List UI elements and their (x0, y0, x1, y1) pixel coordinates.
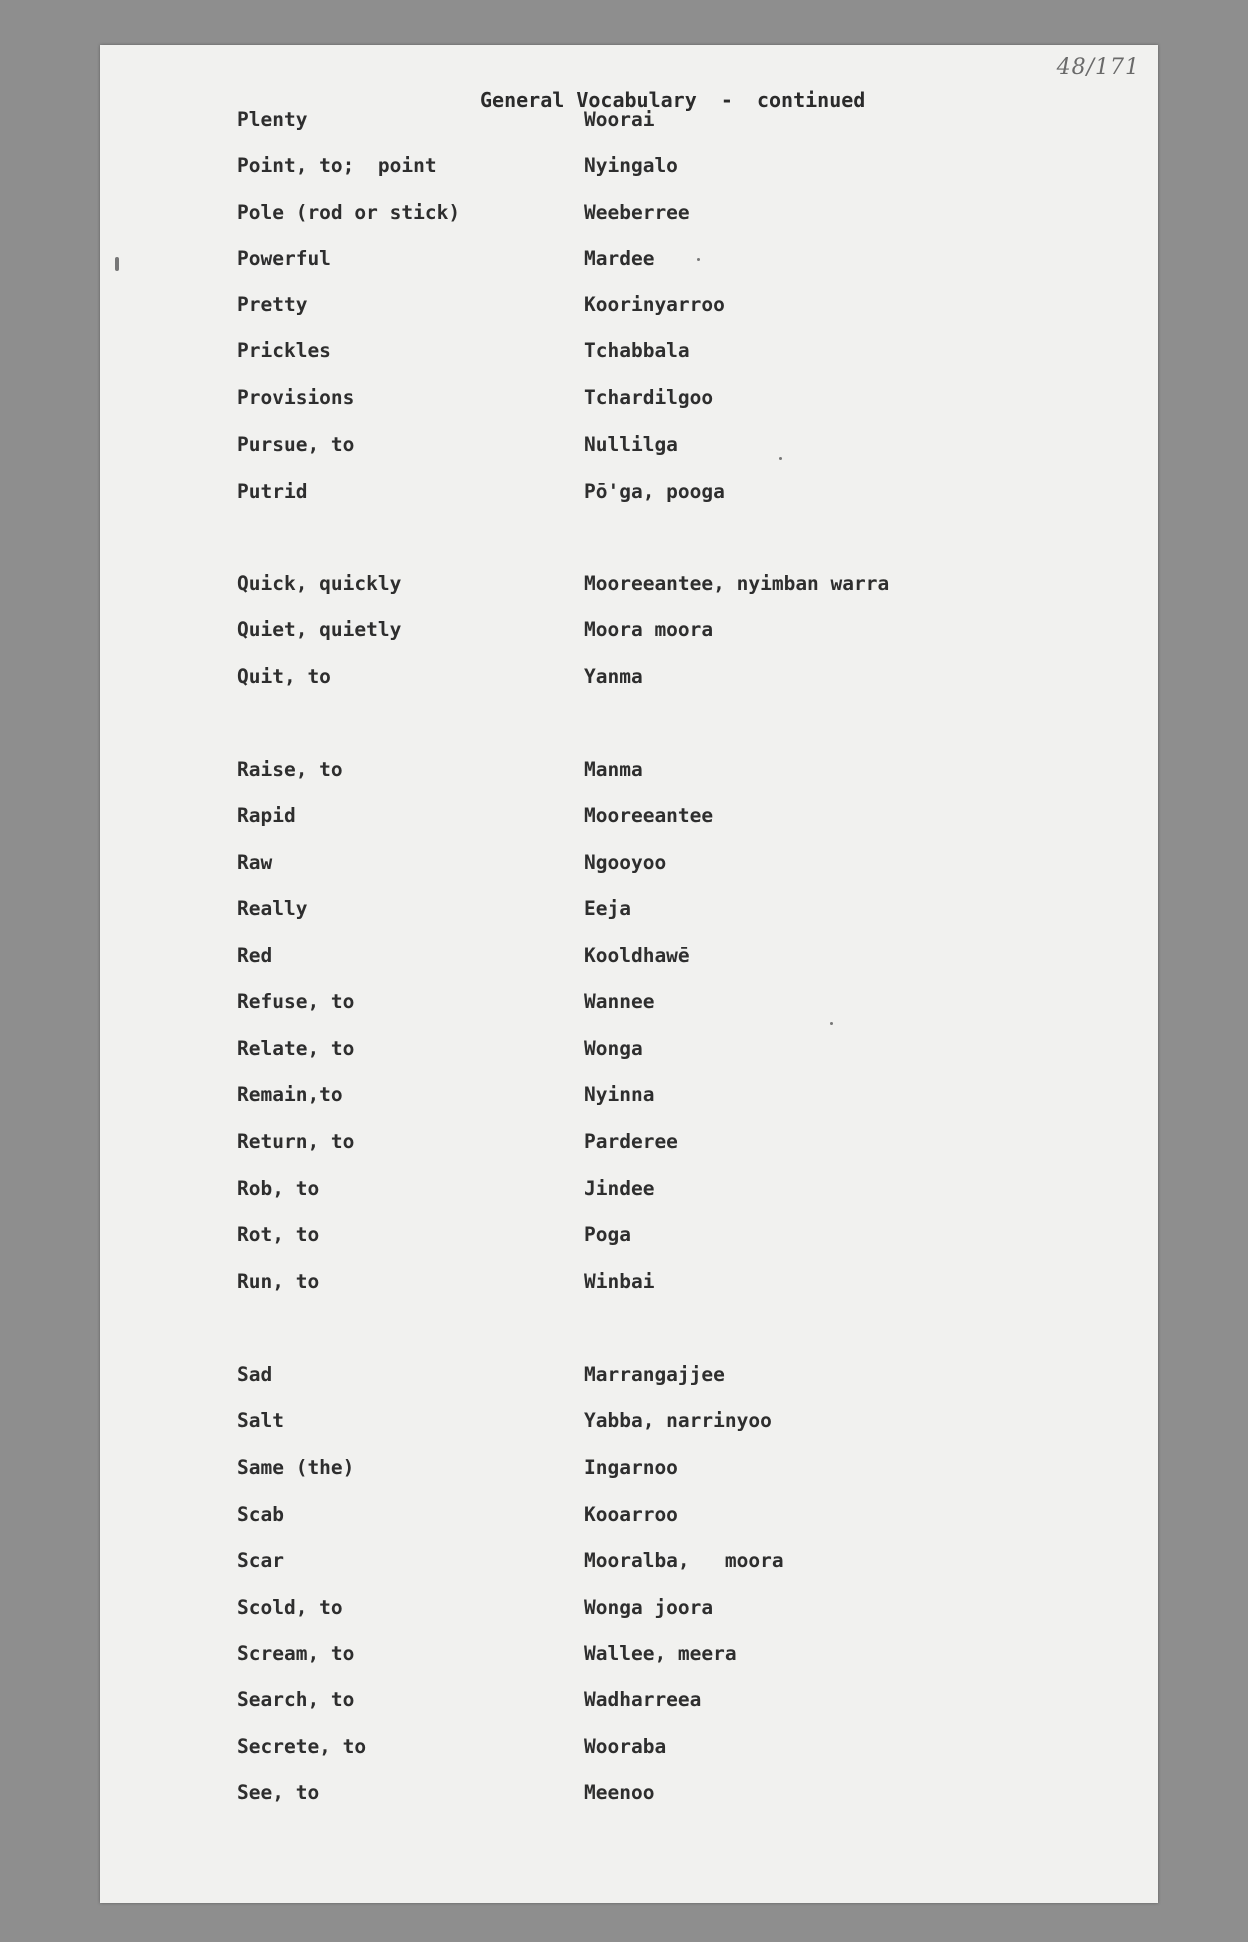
english-term: Really (237, 897, 308, 920)
native-term: Jindee (584, 1177, 655, 1200)
english-term: Scold, to (237, 1596, 343, 1619)
native-term: Wadharreea (584, 1688, 702, 1711)
vocabulary-row (100, 1223, 1158, 1253)
native-term: Yabba, narrinyoo (584, 1409, 772, 1432)
vocabulary-row (100, 1549, 1158, 1579)
paper-speck (697, 258, 700, 261)
vocabulary-row (100, 339, 1158, 369)
vocabulary-row (100, 1363, 1158, 1393)
vocabulary-row (100, 293, 1158, 323)
english-term: Run, to (237, 1270, 320, 1293)
english-term: Scream, to (237, 1642, 355, 1665)
english-term: Plenty (237, 108, 308, 131)
english-term: Quick, quickly (237, 572, 402, 595)
english-term: Relate, to (237, 1037, 355, 1060)
paper-speck (115, 257, 119, 271)
english-term: Pole (rod or stick) (237, 201, 461, 224)
native-term: Weeberree (584, 201, 690, 224)
vocabulary-row (100, 1642, 1158, 1672)
english-term: Scab (237, 1503, 284, 1526)
vocabulary-row (100, 758, 1158, 788)
native-term: Moora moora (584, 618, 714, 641)
native-term: Nyingalo (584, 154, 678, 177)
native-term: Ngooyoo (584, 851, 667, 874)
english-term: Pretty (237, 293, 308, 316)
native-term: Tchardilgoo (584, 386, 714, 409)
vocabulary-row (100, 201, 1158, 231)
english-term: Prickles (237, 339, 331, 362)
native-term: Wonga joora (584, 1596, 714, 1619)
english-term: Red (237, 944, 273, 967)
english-term: Quiet, quietly (237, 618, 402, 641)
vocabulary-row (100, 247, 1158, 277)
english-term: Raise, to (237, 758, 343, 781)
english-term: Rob, to (237, 1177, 320, 1200)
native-term: Koorinyarroo (584, 293, 725, 316)
vocabulary-row (100, 1130, 1158, 1160)
vocabulary-row (100, 1688, 1158, 1718)
native-term: Wonga (584, 1037, 643, 1060)
english-term: Powerful (237, 247, 331, 270)
native-term: Wannee (584, 990, 655, 1013)
native-term: Pō'ga, pooga (584, 480, 725, 503)
english-term: Raw (237, 851, 273, 874)
english-term: Point, to; point (237, 154, 437, 177)
english-term: Secrete, to (237, 1735, 367, 1758)
folio-number: 48/171 (1056, 55, 1140, 80)
english-term: Scar (237, 1549, 284, 1572)
native-term: Kooldhawē (584, 944, 690, 967)
native-term: Kooarroo (584, 1503, 678, 1526)
native-term: Nullilga (584, 433, 678, 456)
native-term: Tchabbala (584, 339, 690, 362)
vocabulary-row (100, 1037, 1158, 1067)
english-term: Search, to (237, 1688, 355, 1711)
english-term: Provisions (237, 386, 355, 409)
english-term: See, to (237, 1781, 320, 1804)
vocabulary-row (100, 1177, 1158, 1207)
vocabulary-row (100, 665, 1158, 695)
native-term: Mardee (584, 247, 655, 270)
vocabulary-row (100, 851, 1158, 881)
vocabulary-row (100, 804, 1158, 834)
vocabulary-row (100, 572, 1158, 602)
vocabulary-row (100, 154, 1158, 184)
document-page (100, 45, 1158, 1903)
english-term: Putrid (237, 480, 308, 503)
english-term: Return, to (237, 1130, 355, 1153)
native-term: Ingarnoo (584, 1456, 678, 1479)
native-term: Winbai (584, 1270, 655, 1293)
native-term: Poga (584, 1223, 631, 1246)
english-term: Quit, to (237, 665, 331, 688)
vocabulary-row (100, 990, 1158, 1020)
native-term: Mooreeantee (584, 804, 714, 827)
paper-speck (779, 457, 782, 460)
native-term: Wallee, meera (584, 1642, 737, 1665)
paper-speck (830, 1022, 833, 1025)
native-term: Yanma (584, 665, 643, 688)
vocabulary-row (100, 897, 1158, 927)
vocabulary-row (100, 386, 1158, 416)
native-term: Mooralba, moora (584, 1549, 784, 1572)
native-term: Marrangajjee (584, 1363, 725, 1386)
vocabulary-row (100, 1083, 1158, 1113)
english-term: Refuse, to (237, 990, 355, 1013)
native-term: Parderee (584, 1130, 678, 1153)
english-term: Remain,to (237, 1083, 343, 1106)
vocabulary-row (100, 618, 1158, 648)
vocabulary-row (100, 1409, 1158, 1439)
vocabulary-row (100, 480, 1158, 510)
vocabulary-row (100, 108, 1158, 138)
native-term: Woorai (584, 108, 655, 131)
native-term: Eeja (584, 897, 631, 920)
english-term: Rapid (237, 804, 296, 827)
vocabulary-row (100, 1735, 1158, 1765)
native-term: Manma (584, 758, 643, 781)
vocabulary-row (100, 1596, 1158, 1626)
english-term: Salt (237, 1409, 284, 1432)
vocabulary-row (100, 1270, 1158, 1300)
vocabulary-row (100, 1781, 1158, 1811)
english-term: Rot, to (237, 1223, 320, 1246)
english-term: Pursue, to (237, 433, 355, 456)
english-term: Sad (237, 1363, 273, 1386)
page-heading: General Vocabulary - continued (480, 88, 866, 112)
native-term: Wooraba (584, 1735, 667, 1758)
vocabulary-row (100, 1503, 1158, 1533)
english-term: Same (the) (237, 1456, 355, 1479)
vocabulary-row (100, 433, 1158, 463)
native-term: Nyinna (584, 1083, 655, 1106)
vocabulary-row (100, 944, 1158, 974)
native-term: Mooreeantee, nyimban warra (584, 572, 890, 595)
vocabulary-row (100, 1456, 1158, 1486)
native-term: Meenoo (584, 1781, 655, 1804)
